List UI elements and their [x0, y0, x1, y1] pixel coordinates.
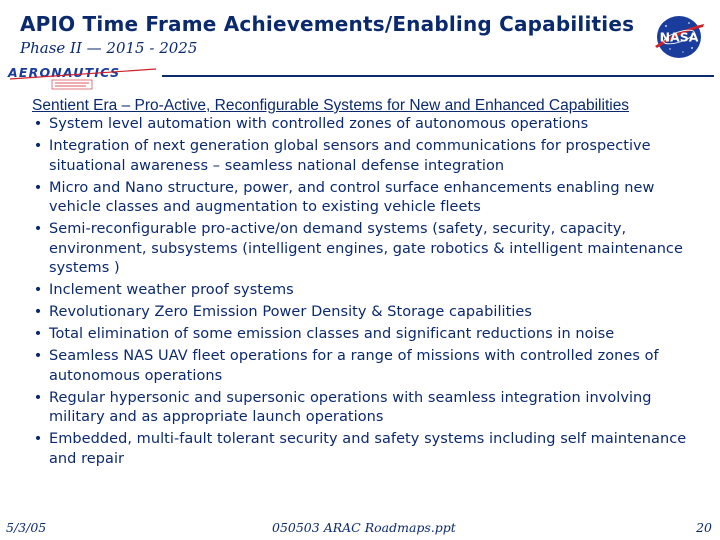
bullet-text: Integration of next generation global sensors and communications for prospective situational awareness – seamless national defense integration: [49, 138, 651, 174]
slide-title: APIO Time Frame Achievements/Enabling Capabilities: [20, 12, 635, 36]
bullet-text: Semi-reconfigurable pro-active/on demand systems (safety, security, capacity, environment, subsystems (intelligent engines, gate robotics & intelligent maintenance systems ): [49, 221, 683, 276]
footer-date: 5/3/05: [6, 520, 47, 535]
bullet-list: [32, 115, 700, 469]
nasa-logo-text: NASA: [659, 29, 699, 45]
bullet-item: [32, 430, 700, 469]
bullet-text: Inclement weather proof systems: [49, 282, 294, 298]
bullet-text: Total elimination of some emission classes and significant reductions in noise: [49, 326, 615, 342]
bullet-text: Regular hypersonic and supersonic operations with seamless integration involving military and as appropriate launch operations: [49, 389, 652, 425]
bullet-icon: •: [33, 116, 43, 132]
bullet-item: [32, 325, 700, 345]
bullet-icon: •: [33, 326, 43, 342]
bullet-text: Micro and Nano structure, power, and control surface enhancements enabling new vehicle classes and augmentation to existing vehicle fleets: [49, 179, 655, 215]
bullet-icon: •: [33, 389, 43, 406]
bullet-icon: •: [33, 138, 43, 154]
slide-subtitle: Phase II — 2015 - 2025: [20, 39, 198, 57]
page-number: 20: [696, 520, 712, 535]
aero-logo-text: AERONAUTICS: [8, 65, 121, 80]
slide-body: [32, 96, 700, 472]
bullet-item: [32, 347, 700, 386]
bullet-text: System level automation with controlled zones of autonomous operations: [49, 116, 589, 132]
bullet-item: [32, 179, 700, 218]
bullet-item: [32, 115, 700, 135]
bullet-item: [32, 137, 700, 176]
bullet-icon: •: [33, 431, 43, 447]
section-heading: Sentient Era – Pro-Active, Reconfigurable Systems for New and Enhanced Capabilities: [32, 97, 630, 114]
bullet-item: [32, 220, 700, 279]
nasa-logo-icon: [652, 14, 706, 60]
bullet-item: [32, 303, 700, 323]
bullet-item: [32, 281, 700, 301]
bullet-icon: •: [33, 221, 43, 237]
footer-filename: 050503 ARAC Roadmaps.ppt: [272, 520, 456, 535]
bullet-icon: •: [33, 348, 43, 364]
bullet-text: Seamless NAS UAV fleet operations for a range of missions with controlled zones of autonomous operations: [49, 348, 659, 384]
header-divider: [162, 75, 714, 77]
aeronautics-logo-icon: [6, 65, 164, 91]
bullet-item: [32, 389, 700, 428]
bullet-text: Embedded, multi-fault tolerant security and safety systems including self maintenance and repair: [49, 431, 687, 467]
bullet-text: Revolutionary Zero Emission Power Density & Storage capabilities: [49, 304, 532, 320]
bullet-icon: •: [33, 304, 43, 320]
bullet-icon: •: [33, 282, 43, 298]
bullet-icon: •: [33, 179, 43, 196]
